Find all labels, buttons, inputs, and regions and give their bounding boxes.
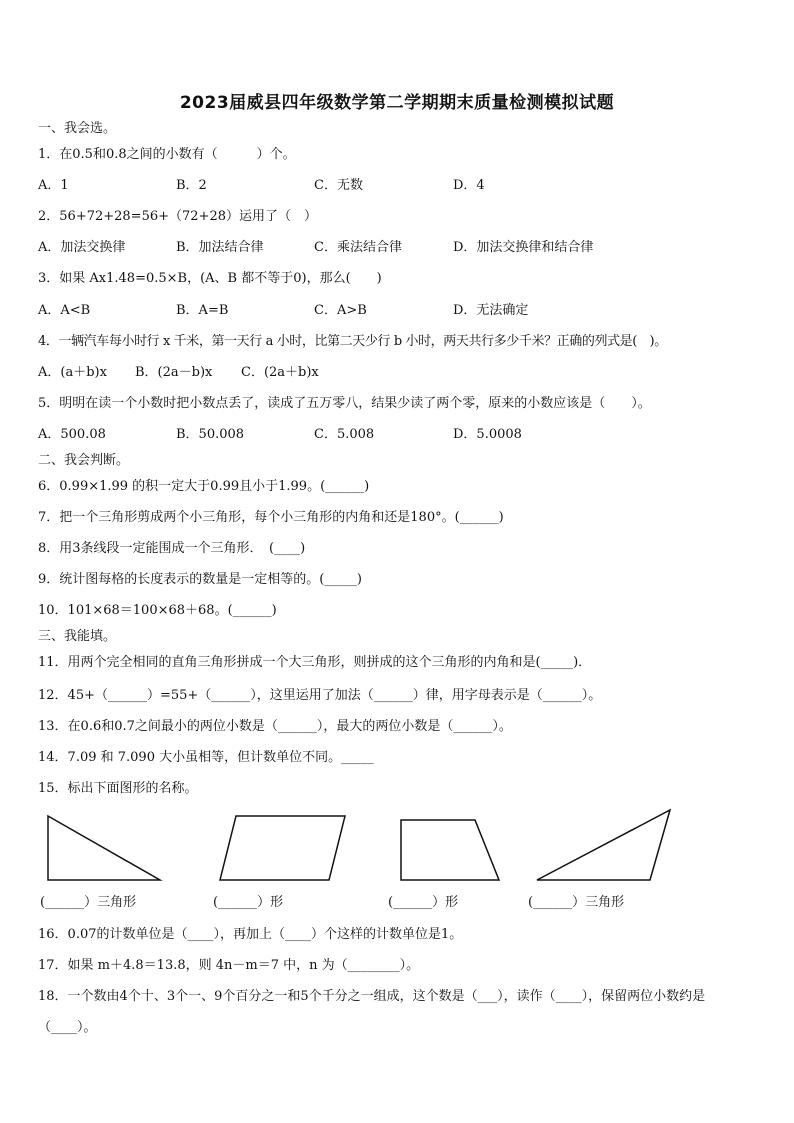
obtuse-triangle-shape	[537, 810, 670, 880]
q3-option-b: B．A=B	[176, 303, 229, 318]
question-11: 11．用两个完全相同的直角三角形拼成一个大三角形，则拼成的这个三角形的内角和是(_____)．	[38, 655, 592, 670]
right-triangle-shape	[48, 816, 160, 880]
question-7: 7．把一个三角形剪成两个小三角形，每个小三角形的内角和还是180°。(______)	[38, 510, 504, 525]
q1-option-b: B．2	[176, 178, 207, 193]
section-heading-fill: 三、我能填。	[38, 629, 117, 644]
question-9: 9．统计图每格的长度表示的数量是一定相等的。(_____)	[38, 572, 362, 587]
q1-option-c: C．无数	[314, 178, 363, 193]
question-17: 17．如果 m＋4.8＝13.8，则 4n－m＝7 中，n 为（________）。	[38, 958, 420, 973]
section-heading-choose: 一、我会选。	[38, 121, 117, 136]
q2-option-d: D．加法交换律和结合律	[453, 240, 594, 255]
shape-3-label: (______）形	[388, 895, 459, 910]
q3-option-c: C．A>B	[314, 303, 367, 318]
question-2: 2．56+72+28=56+（72+28）运用了（ ）	[38, 209, 317, 224]
q4-option-a: A．(a＋b)x	[38, 365, 107, 380]
question-16: 16．0.07的计数单位是（____），再加上（____）个这样的计数单位是1。	[38, 927, 463, 942]
question-12: 12．45+（______）=55+（______），这里运用了加法（______）律，用字母表示是（______）。	[38, 688, 602, 703]
question-6: 6．0.99×1.99 的积一定大于0.99且小于1.99。(______)	[38, 479, 370, 494]
question-18: 18．一个数由4个十、3个一、9个百分之一和5个千分之一组成，这个数是（___），读作（____），保留两位小数约是（____）。	[38, 989, 706, 1035]
parallelogram-shape	[220, 816, 345, 880]
question-14: 14．7.09 和 7.090 大小虽相等，但计数单位不同。_____	[38, 750, 374, 765]
question-15: 15．标出下面图形的名称。	[38, 781, 198, 796]
q3-option-d: D．无法确定	[453, 303, 529, 318]
page-title: 2023届威县四年级数学第二学期期末质量检测模拟试题	[179, 93, 615, 113]
question-10: 10．101×68＝100×68＋68。(______)	[38, 603, 277, 618]
question-3: 3．如果 Ax1.48=0.5×B，(A、B 都不等于0)，那么( )	[38, 271, 382, 286]
question-5: 5．明明在读一个小数时把小数点丢了，读成了五万零八，结果少读了两个零，原来的小数应该是（ ）。	[38, 396, 651, 411]
trapezoid-shape	[401, 820, 499, 880]
q5-option-b: B．50.008	[176, 427, 245, 442]
q4-option-c: C．(2a＋b)x	[241, 365, 319, 380]
q4-option-b: B．(2a－b)x	[135, 365, 213, 380]
shape-2-label: (______）形	[213, 895, 284, 910]
question-13: 13．在0.6和0.7之间最小的两位小数是（______），最大的两位小数是（______）。	[38, 719, 512, 734]
q3-option-a: A．A<B	[38, 303, 91, 318]
shape-4-label: (______）三角形	[528, 895, 625, 910]
question-4: 4．一辆汽车每小时行 x 千米，第一天行 a 小时，比第二天少行 b 小时，两天共行多少千米？正确的列式是( )。	[38, 334, 667, 349]
q5-option-a: A．500.08	[38, 427, 106, 442]
q2-option-b: B．加法结合律	[176, 240, 264, 255]
q1-option-d: D．4	[453, 178, 485, 193]
q2-option-c: C．乘法结合律	[314, 240, 402, 255]
shape-1-label: (______）三角形	[40, 895, 137, 910]
section-heading-judge: 二、我会判断。	[38, 453, 130, 468]
q2-option-a: A．加法交换律	[38, 240, 126, 255]
q5-option-d: D．5.0008	[453, 427, 522, 442]
q1-option-a: A．1	[38, 178, 69, 193]
q5-option-c: C．5.008	[314, 427, 375, 442]
question-1: 1．在0.5和0.8之间的小数有（ ）个。	[38, 147, 296, 162]
question-8: 8．用3条线段一定能围成一个三角形． (____)	[38, 541, 306, 556]
